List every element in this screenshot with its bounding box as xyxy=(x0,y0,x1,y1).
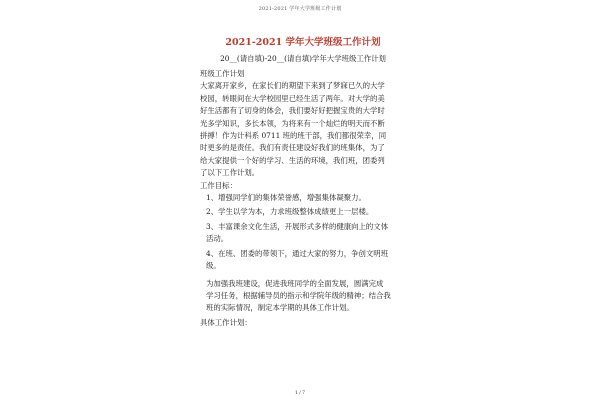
closing-line: 为加强我班建设，促进我班同学的全面发展，圆满完成 xyxy=(206,278,384,288)
goal-item xyxy=(200,221,406,246)
intro-line: 光多学知识，多长本领，为将来有一个灿烂的明天而不断 xyxy=(200,118,385,128)
closing-paragraph xyxy=(200,278,406,315)
intro-paragraph xyxy=(200,80,406,179)
running-header: 2021-2021 学年大学班级工作计划 xyxy=(258,6,342,12)
goals-label: 工作目标： xyxy=(200,180,237,190)
document-subtitle: 20__(请自填)-20__(请自填)学年大学班级工作计划 xyxy=(220,54,386,63)
intro-line: 大家离开家乡，在家长们的期望下来到了梦寐已久的大学 xyxy=(200,81,385,91)
goal-item xyxy=(200,248,406,273)
closing-line: 班的实际情况，制定本学期的具体工作计划。 xyxy=(206,303,354,313)
plan-label: 具体工作计划： xyxy=(200,317,252,327)
goal-line: 4、在班、团委的带领下，通过大家的努力，争创文明班 xyxy=(206,248,389,258)
goal-line: 1、增强同学们的集体荣誉感，增强集体凝聚力。 xyxy=(206,193,366,203)
closing-line: 学习任务，根据辅导员的指示和学院年级的精神；结合我 xyxy=(206,290,391,300)
document-title: 2021-2021 学年大学班级工作计划 xyxy=(225,37,381,48)
section-label: 班级工作计划 xyxy=(200,69,245,78)
intro-line: 好生活都有了切身的体会，我们要好好把握宝贵的大学时 xyxy=(200,106,385,116)
intro-line: 拼搏！作为计科系 0711 班的班干部，我们都很荣幸，同 xyxy=(200,131,387,141)
goal-line: 2、学生以学为本，力求班级整体成绩更上一层楼。 xyxy=(206,207,374,217)
intro-line: 时更多的是责任。我们有责任建设好我们的班集体，为了 xyxy=(200,143,385,153)
goal-item xyxy=(200,192,406,204)
goal-line: 3、丰富课余文化生活，开展形式多样的健康向上的文体 xyxy=(206,221,389,231)
goal-line: 活动。 xyxy=(206,234,229,244)
goal-item xyxy=(200,206,406,218)
page-number: 1 / 7 xyxy=(294,391,306,396)
intro-line: 校园，转眼间在大学校园里已经生活了两年。对大学的美 xyxy=(200,93,385,103)
document-body xyxy=(200,36,406,329)
intro-line: 了以下工作计划。 xyxy=(200,168,260,178)
intro-line: 给大家提供一个好的学习、生活的环境，我们班，团委列 xyxy=(200,155,385,165)
goal-line: 级。 xyxy=(206,261,221,271)
